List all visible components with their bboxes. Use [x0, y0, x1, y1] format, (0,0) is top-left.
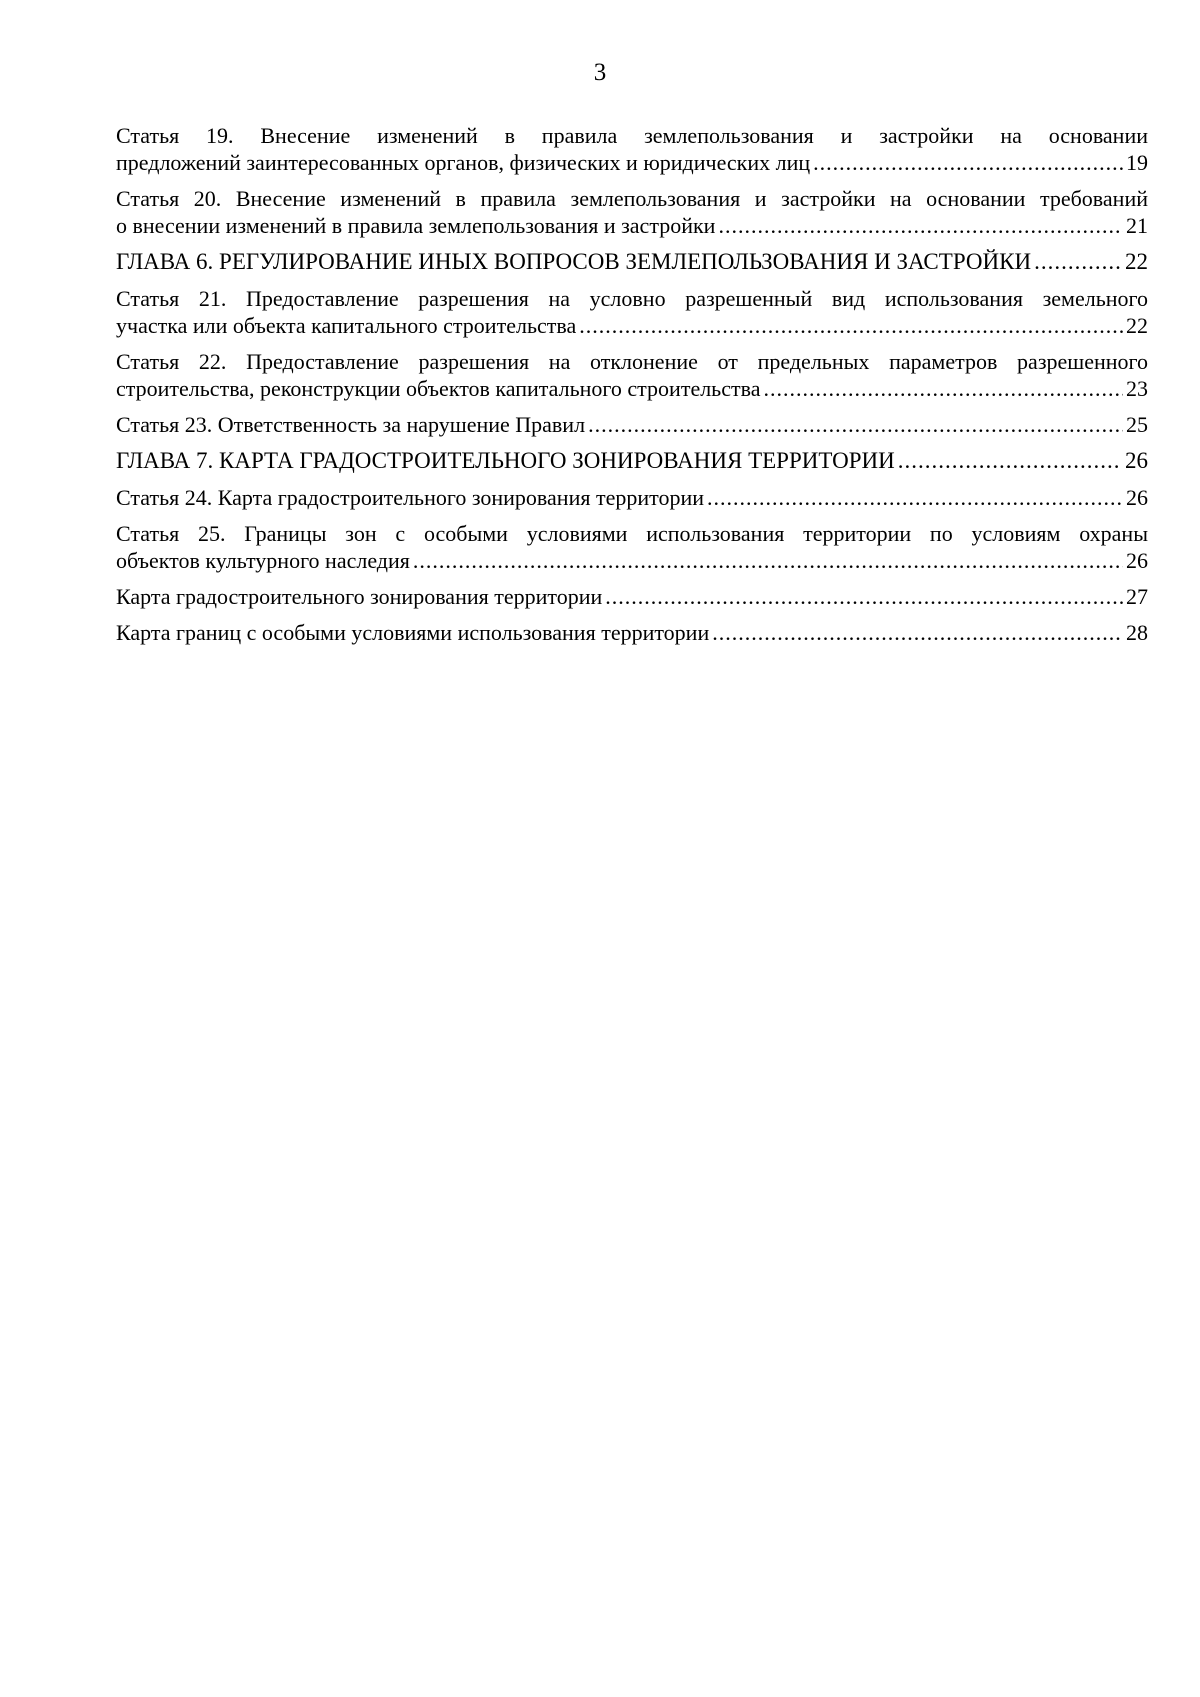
toc-entry-title-line2: о внесении изменений в правила землепользования и застройки: [116, 213, 716, 238]
toc-entry-title-line2: объектов культурного наследия: [116, 548, 410, 573]
toc-entry-page: 27: [1126, 584, 1148, 609]
toc-entry-page: 19: [1126, 150, 1148, 175]
leader-dots: [813, 149, 1123, 176]
toc-entry-page: 26: [1125, 448, 1148, 473]
leader-dots: [763, 375, 1123, 402]
toc-entry-title-line1: Статья 25. Границы зон с особыми условиями использования территории по условиям охраны: [116, 521, 1148, 546]
toc-entry-article-24[interactable]: [116, 484, 1148, 511]
toc-entry-chapter-6[interactable]: [116, 248, 1148, 276]
toc-entry-title-line2: строительства, реконструкции объектов капитального строительства: [116, 376, 761, 401]
toc-entry-page: 22: [1125, 249, 1148, 274]
leader-dots: [1034, 248, 1122, 276]
toc-entry-chapter-7[interactable]: [116, 447, 1148, 475]
toc-entry-title: ГЛАВА 6. РЕГУЛИРОВАНИЕ ИНЫХ ВОПРОСОВ ЗЕМЛЕПОЛЬЗОВАНИЯ И ЗАСТРОЙКИ: [116, 249, 1032, 274]
toc-entry-title-line2: участка или объекта капитального строительства: [116, 313, 577, 338]
leader-dots: [707, 484, 1123, 511]
toc-entry-page: 25: [1126, 412, 1148, 437]
leader-dots: [898, 447, 1122, 475]
toc-entry-title: Карта границ с особыми условиями использования территории: [116, 620, 710, 645]
leader-dots: [712, 619, 1123, 646]
toc-entry-page: 23: [1126, 376, 1148, 401]
toc-entry-page: 28: [1126, 620, 1148, 645]
toc-entry-article-19[interactable]: [116, 122, 1148, 176]
toc-entry-article-22[interactable]: [116, 348, 1148, 402]
toc-entry-article-25[interactable]: [116, 520, 1148, 574]
toc-entry-article-21[interactable]: [116, 285, 1148, 339]
leader-dots: [588, 411, 1123, 438]
toc-entry-page: 21: [1126, 213, 1148, 238]
page-number: 3: [593, 59, 607, 86]
table-of-contents: [116, 122, 1148, 655]
toc-entry-title-line1: Статья 19. Внесение изменений в правила землепользования и застройки на основании: [116, 123, 1148, 148]
toc-entry-page: 22: [1126, 313, 1148, 338]
leader-dots: [718, 212, 1123, 239]
toc-entry-title: ГЛАВА 7. КАРТА ГРАДОСТРОИТЕЛЬНОГО ЗОНИРОВАНИЯ ТЕРРИТОРИИ: [116, 448, 895, 473]
toc-entry-article-23[interactable]: [116, 411, 1148, 438]
toc-entry-title-line1: Статья 21. Предоставление разрешения на условно разрешенный вид использования земельного: [116, 286, 1148, 311]
toc-entry-title-line2: предложений заинтересованных органов, физических и юридических лиц: [116, 150, 811, 175]
toc-entry-page: 26: [1126, 548, 1148, 573]
toc-entry-zoning-map[interactable]: [116, 583, 1148, 610]
toc-entry-title-line1: Статья 20. Внесение изменений в правила землепользования и застройки на основании требований: [116, 186, 1148, 211]
toc-entry-title: Карта градостроительного зонирования территории: [116, 584, 603, 609]
toc-entry-article-20[interactable]: [116, 185, 1148, 239]
leader-dots: [605, 583, 1123, 610]
toc-entry-title-line1: Статья 22. Предоставление разрешения на отклонение от предельных параметров разрешенного: [116, 349, 1148, 374]
leader-dots: [413, 547, 1123, 574]
leader-dots: [579, 312, 1123, 339]
toc-entry-title: Статья 23. Ответственность за нарушение Правил: [116, 412, 586, 437]
toc-entry-page: 26: [1126, 485, 1148, 510]
toc-entry-boundaries-map[interactable]: [116, 619, 1148, 646]
toc-entry-title: Статья 24. Карта градостроительного зонирования территории: [116, 485, 704, 510]
